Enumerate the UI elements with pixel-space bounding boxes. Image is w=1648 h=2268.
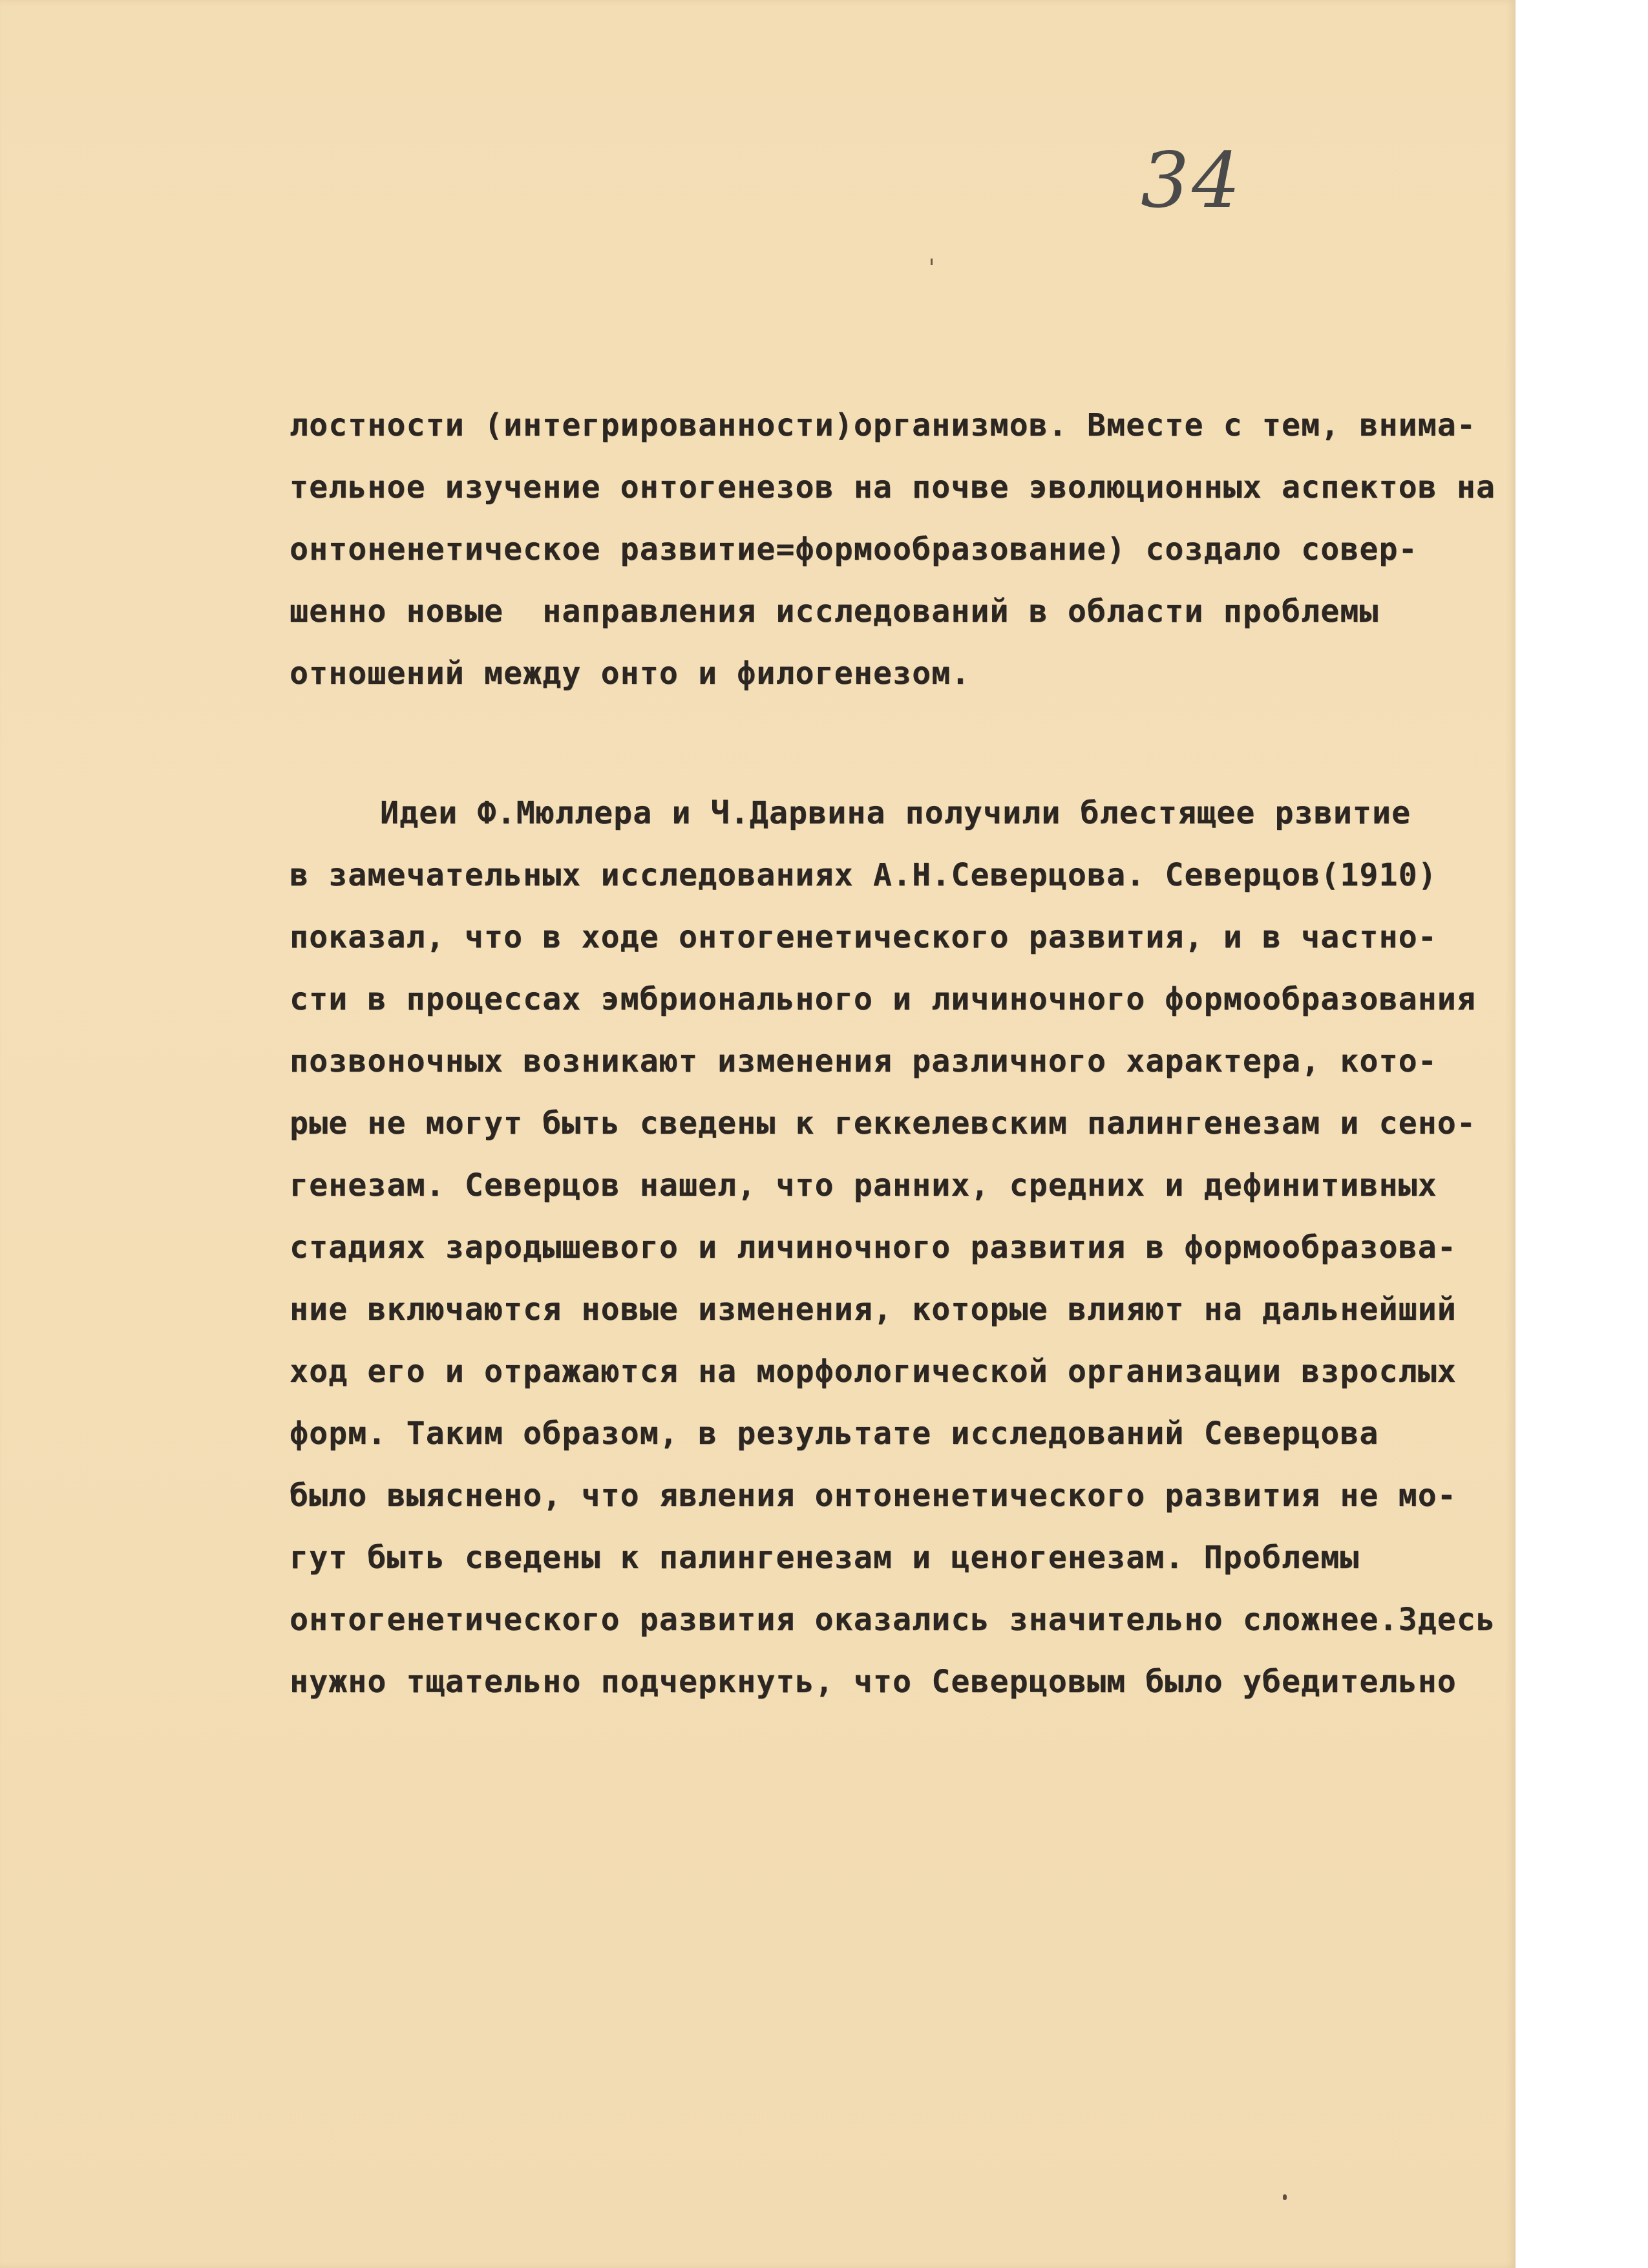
text-line: в замечательных исследованиях А.Н.Северцова. Северцов(1910) <box>290 857 1437 893</box>
text-line: нужно тщательно подчеркнуть, что Северцовым было убедительно <box>290 1664 1457 1700</box>
text-line: шенно новые направления исследований в области проблемы <box>290 593 1379 630</box>
page-number: 34 <box>1141 136 1243 225</box>
paragraph-2 <box>290 782 1517 1713</box>
text-line: рые не могут быть сведены к геккелевским палингенезам и ceно- <box>290 1105 1477 1141</box>
text-line: генезам. Северцов нашел, что ранних, средних и дефинитивных <box>290 1167 1437 1203</box>
text-line: лостности (интегрированности)организмов. Вместе с тем, внима- <box>290 407 1477 443</box>
text-line: ход его и отражаются на морфологической организации взрослых <box>290 1353 1457 1390</box>
text-line: стадиях зародышевого и личиночного развития в формообразова- <box>290 1229 1457 1266</box>
paper-speck <box>931 259 933 265</box>
text-line: позвоночных возникают изменения различного характера, кото- <box>290 1043 1437 1079</box>
paper-speck <box>1283 2194 1287 2200</box>
text-line: ние включаются новые изменения, которые влияют на дальнейший <box>290 1291 1457 1328</box>
text-line: онтоненетическое развитие=формообразование) создало совер- <box>290 531 1418 567</box>
text-line: сти в процессах эмбрионального и личиночного формообразования <box>290 981 1477 1017</box>
text-line: гут быть сведены к палингенезам и ценогенезам. Проблемы <box>290 1540 1360 1576</box>
paragraph-1 <box>290 394 1517 705</box>
text-line: онтогенетического развития оказались значительно сложнее.Здесь <box>290 1602 1496 1638</box>
text-line: показал, что в ходе онтогенетического развития, и в частно- <box>290 919 1437 955</box>
text-line: Идеи Ф.Мюллера и Ч.Дарвина получили блестящее рзвитие <box>380 795 1411 831</box>
text-line: было выяснено, что явления онтоненетического развития не мо- <box>290 1478 1457 1514</box>
text-line: форм. Таким образом, в результате исследований Северцова <box>290 1415 1379 1452</box>
text-line: тельное изучение онтогенезов на почве эволюционных аспектов на <box>290 469 1496 505</box>
text-line: отношений между онто и филогенезом. <box>290 655 971 692</box>
